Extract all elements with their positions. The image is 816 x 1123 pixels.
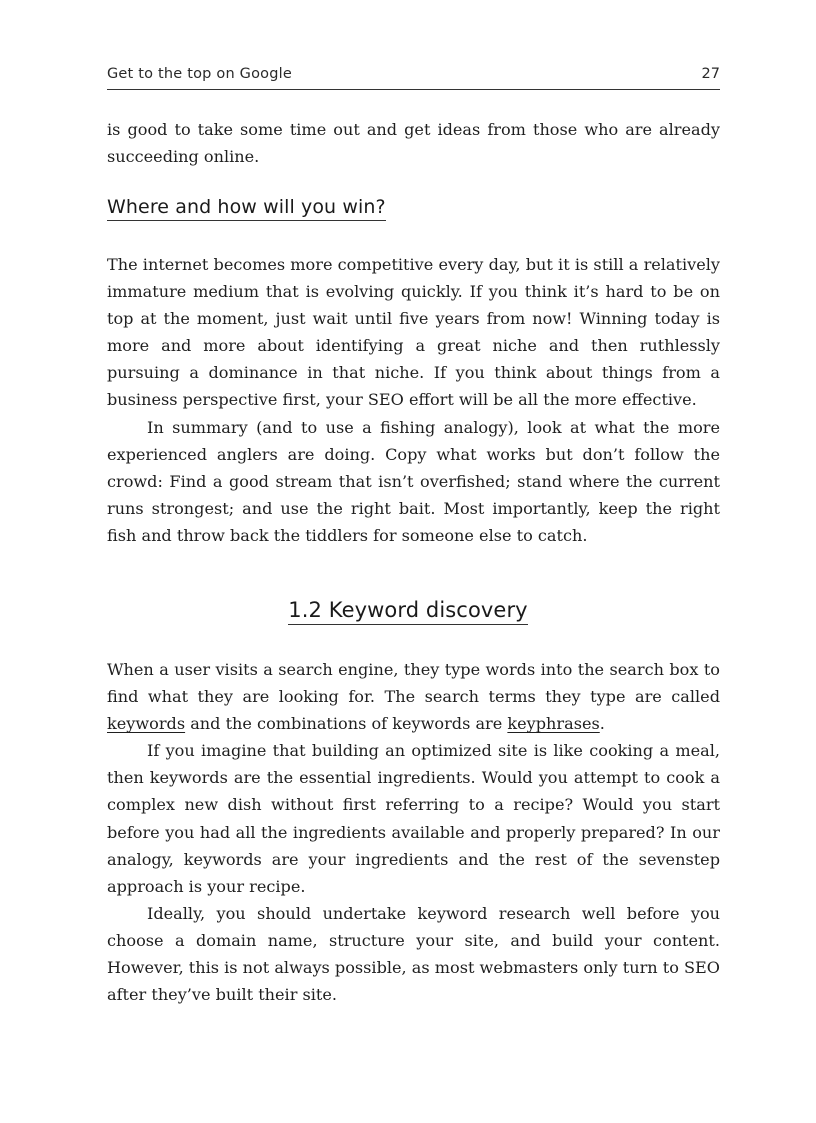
section-heading-keyword: 1.2 Keyword discovery: [288, 598, 527, 625]
section-heading-keyword-wrapper: [0, 598, 816, 625]
running-header: [107, 64, 720, 90]
intro-paragraph: is good to take some time out and get ideas from those who are already succeeding online.: [107, 120, 720, 167]
section-keyword-body: [107, 656, 720, 1008]
section-win-body: [107, 251, 720, 549]
term-keyphrases: keyphrases: [507, 714, 600, 734]
keyword-para1-start: When a user visits a search engine, they type words into the search box to find what they are looking for. The search terms they type are called: [107, 660, 720, 707]
term-keywords: keywords: [107, 714, 186, 734]
win-paragraph-2: In summary (and to use a fishing analogy), look at what the more experienced anglers are doing. Copy what works but don’t follow the crowd: Find a good stream that isn’t overfished; stand where the current runs strongest; and use the right bait. Most importantly, keep the right fish and throw back the tiddlers for someone else to catch.: [107, 417, 720, 545]
win-paragraph-1: The internet becomes more competitive every day, but it is still a relatively immature medium that is evolving quickly. If you think it’s hard to be on top at the moment, just wait until five years from now! Winning today is more and more about identifying a great niche and then ruthlessly pursuing a dominance in that niche. If you think about things from a business perspective first, your SEO effort will be all the more effective.: [107, 255, 720, 410]
keyword-para1-mid: and the combinations of keywords are: [185, 714, 508, 734]
keyword-para1-end: .: [599, 714, 605, 734]
keyword-paragraph-3: Ideally, you should undertake keyword research well before you choose a domain name, structure your site, and build your content. However, this is not always possible, as most webmasters only turn to SEO after they’ve built their site.: [107, 903, 720, 1005]
section-heading-win: Where and how will you win?: [107, 196, 386, 221]
running-title: Get to the top on Google: [107, 66, 292, 82]
keyword-paragraph-1: [107, 656, 720, 737]
page-number: 27: [701, 66, 720, 82]
keyword-paragraph-2: If you imagine that building an optimized site is like cooking a meal, then keywords are the essential ingredients. Would you attempt to cook a complex new dish without first referring to a recipe? Would you start before you had all the ingredients available and properly prepared? In our analogy, keywords are your ingredients and the rest of the sevenstep approach is your recipe.: [107, 741, 720, 896]
intro-block: [107, 116, 720, 170]
